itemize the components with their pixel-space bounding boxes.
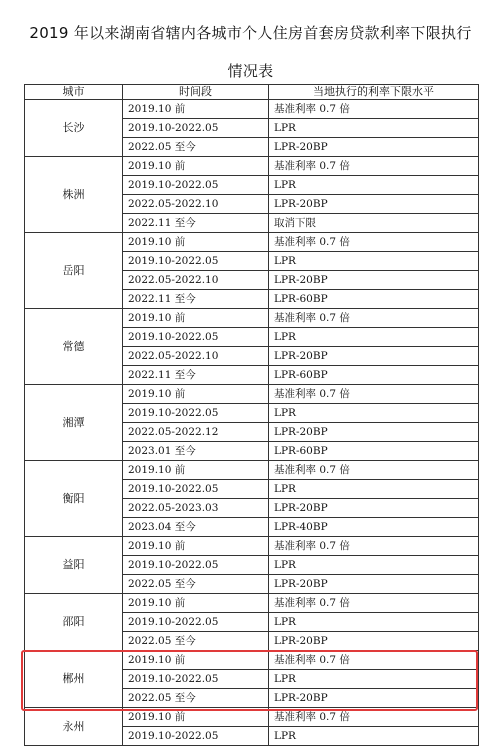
period-cell: 2019.10-2022.05 [123,727,269,746]
rate-floor-cell: LPR [269,176,479,195]
period-cell: 2022.05 至今 [123,138,269,157]
city-cell: 邵阳 [25,594,123,651]
city-cell: 衡阳 [25,461,123,537]
period-cell: 2022.05-2023.03 [123,499,269,518]
table-row [25,157,479,176]
period-cell: 2019.10 前 [123,100,269,119]
city-cell: 常德 [25,309,123,385]
table-row [25,233,479,252]
rate-table [24,84,479,746]
table-row [25,461,479,480]
period-cell: 2022.05-2022.10 [123,195,269,214]
header-city: 城市 [25,85,123,100]
table-row [25,537,479,556]
rate-floor-cell: LPR [269,328,479,347]
rate-floor-cell: LPR-20BP [269,499,479,518]
city-cell: 永州 [25,708,123,746]
rate-floor-cell: 基准利率 0.7 倍 [269,461,479,480]
period-cell: 2022.11 至今 [123,290,269,309]
header-rate-floor: 当地执行的利率下限水平 [269,85,479,100]
period-cell: 2019.10-2022.05 [123,176,269,195]
table-header-row [25,85,479,100]
period-cell: 2022.05 至今 [123,689,269,708]
rate-floor-cell: 基准利率 0.7 倍 [269,157,479,176]
period-cell: 2019.10-2022.05 [123,670,269,689]
rate-floor-cell: LPR [269,670,479,689]
table-row [25,100,479,119]
period-cell: 2019.10 前 [123,708,269,727]
rate-floor-cell: 取消下限 [269,214,479,233]
rate-floor-cell: LPR [269,727,479,746]
rate-floor-cell: LPR [269,119,479,138]
period-cell: 2019.10 前 [123,309,269,328]
rate-floor-cell: LPR-20BP [269,423,479,442]
period-cell: 2023.04 至今 [123,518,269,537]
period-cell: 2022.05 至今 [123,632,269,651]
rate-floor-cell: 基准利率 0.7 倍 [269,708,479,727]
rate-floor-cell: LPR [269,556,479,575]
city-cell: 长沙 [25,100,123,157]
period-cell: 2019.10 前 [123,157,269,176]
rate-floor-cell: LPR-20BP [269,347,479,366]
city-cell: 株洲 [25,157,123,233]
rate-floor-cell: LPR-60BP [269,442,479,461]
period-cell: 2019.10-2022.05 [123,404,269,423]
period-cell: 2022.11 至今 [123,366,269,385]
rate-floor-cell: LPR-20BP [269,689,479,708]
table-row [25,594,479,613]
table-body [25,100,479,746]
period-cell: 2022.11 至今 [123,214,269,233]
table-row [25,708,479,727]
period-cell: 2019.10-2022.05 [123,328,269,347]
rate-floor-cell: LPR [269,480,479,499]
rate-floor-cell: LPR-20BP [269,271,479,290]
rate-floor-cell: 基准利率 0.7 倍 [269,537,479,556]
rate-floor-cell: 基准利率 0.7 倍 [269,651,479,670]
rate-floor-cell: 基准利率 0.7 倍 [269,385,479,404]
period-cell: 2019.10-2022.05 [123,480,269,499]
rate-floor-cell: LPR [269,404,479,423]
rate-floor-cell: 基准利率 0.7 倍 [269,594,479,613]
rate-floor-cell: LPR-60BP [269,366,479,385]
city-cell: 湘潭 [25,385,123,461]
period-cell: 2023.01 至今 [123,442,269,461]
city-cell: 益阳 [25,537,123,594]
period-cell: 2022.05-2022.10 [123,271,269,290]
rate-floor-cell: LPR-20BP [269,195,479,214]
period-cell: 2022.05-2022.10 [123,347,269,366]
period-cell: 2022.05 至今 [123,575,269,594]
period-cell: 2019.10 前 [123,651,269,670]
rate-floor-cell: LPR-60BP [269,290,479,309]
period-cell: 2019.10-2022.05 [123,252,269,271]
table-row [25,651,479,670]
document-title: 2019 年以来湖南省辖内各城市个人住房首套房贷款利率下限执行 [29,24,472,42]
period-cell: 2019.10 前 [123,233,269,252]
rate-floor-cell: LPR-20BP [269,575,479,594]
rate-floor-cell: LPR-20BP [269,138,479,157]
rate-floor-cell: 基准利率 0.7 倍 [269,309,479,328]
period-cell: 2019.10-2022.05 [123,119,269,138]
rate-floor-cell: 基准利率 0.7 倍 [269,100,479,119]
table-row [25,309,479,328]
period-cell: 2019.10-2022.05 [123,556,269,575]
rate-floor-cell: LPR-20BP [269,632,479,651]
period-cell: 2019.10 前 [123,594,269,613]
period-cell: 2019.10 前 [123,537,269,556]
period-cell: 2019.10 前 [123,461,269,480]
rate-floor-cell: LPR [269,613,479,632]
document-title-continued: 情况表 [227,62,274,80]
rate-floor-cell: LPR-40BP [269,518,479,537]
city-cell: 郴州 [25,651,123,708]
city-cell: 岳阳 [25,233,123,309]
header-period: 时间段 [123,85,269,100]
table-row [25,385,479,404]
rate-floor-cell: LPR [269,252,479,271]
period-cell: 2019.10 前 [123,385,269,404]
period-cell: 2019.10-2022.05 [123,613,269,632]
period-cell: 2022.05-2022.12 [123,423,269,442]
rate-floor-cell: 基准利率 0.7 倍 [269,233,479,252]
